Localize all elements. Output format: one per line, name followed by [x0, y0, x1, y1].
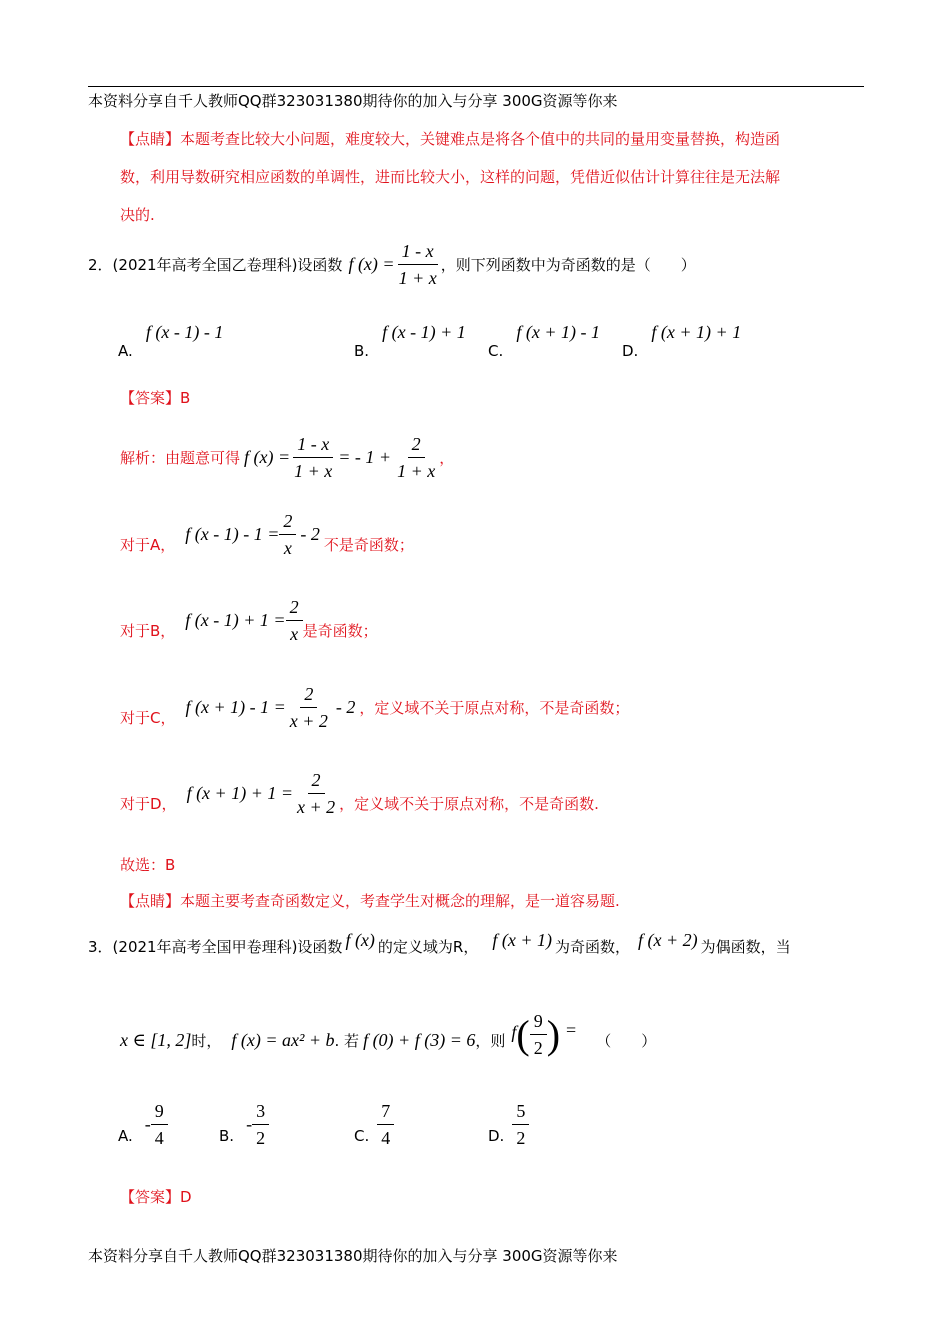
q3-answer-label: 【答案】: [120, 1188, 181, 1206]
q3-option-d-num: 5: [512, 1100, 529, 1125]
q3-text3: 为偶函数，当: [700, 937, 791, 956]
q3-option-c-num: 7: [377, 1100, 394, 1125]
q2-case-b-tail: 是奇函数；: [302, 621, 378, 640]
q2-case-c: [120, 679, 629, 735]
q2-answer-label: 【答案】: [120, 389, 181, 407]
q2-case-c-lhs: f (x + 1) - 1 =: [185, 696, 286, 717]
q3-option-c-frac: [377, 1100, 394, 1149]
q3-ask-num: 9: [530, 1010, 547, 1035]
q2-case-b-label: 对于B，: [120, 621, 176, 640]
q2-note-text: 本题主要考查奇函数定义，考查学生对概念的理解，是一道容易题.: [180, 892, 620, 910]
q3-ask-den: 2: [533, 1037, 543, 1058]
note1-line2: 数，利用导数研究相应函数的单调性，进而比较大小，这样的问题，凭借近似估计计算往往是无法解: [120, 168, 781, 186]
q3-option-b-den: 2: [256, 1127, 266, 1148]
q2-case-a-lhs: f (x - 1) - 1 =: [185, 523, 280, 544]
q3-option-a-num: 9: [151, 1100, 168, 1125]
q3-option-c[interactable]: [354, 1098, 394, 1150]
q2-option-c[interactable]: [488, 322, 600, 358]
q2-case-d-tail: ，定义域不关于原点对称，不是奇函数.: [339, 794, 599, 813]
q2-option-c-expr: f (x + 1) - 1: [516, 322, 600, 342]
q2-case-a-label: 对于A，: [120, 535, 176, 554]
q2-case-d: [120, 765, 599, 821]
q2-case-a-frac: [279, 510, 296, 559]
q3-eq: f (0) + f (3) = 6: [363, 1029, 476, 1050]
q3-ruo: . 若: [334, 1031, 360, 1050]
q3-ze: ，则: [475, 1031, 506, 1050]
note1-text1: 本题考查比较大小问题，难度较大，关键难点是将各个值中的共同的量用变量替换，构造函: [180, 130, 781, 148]
q2-analysis-frac1-den: 1 + x: [294, 460, 333, 481]
footer-text: 本资料分享自千人教师QQ群323031380期待你的加入与分享 300G资源等你来: [88, 1247, 618, 1265]
q3-ask-f: f: [511, 1021, 517, 1042]
q2-case-c-den: x + 2: [289, 710, 328, 731]
q3-ask-eq: =: [566, 1019, 577, 1040]
q3-option-a-letter: A.: [118, 1127, 133, 1145]
q3-domain: x ∈ [1, 2]: [120, 1029, 192, 1050]
q3-ask-lparen: (: [516, 1011, 530, 1057]
q2-fraction: [395, 240, 441, 289]
q2-number: 2．: [88, 255, 113, 274]
q2-choice: 故选：B: [120, 856, 176, 874]
q2-case-b: [120, 592, 378, 648]
q2-option-d-expr: f (x + 1) + 1: [651, 322, 742, 342]
q3-def: f (x) = ax² + b: [231, 1029, 335, 1050]
q3-number: 3．: [88, 937, 113, 956]
q2-option-b-expr: f (x - 1) + 1: [382, 322, 466, 342]
q3-condition: [120, 1010, 656, 1070]
q2-answer-value: B: [180, 389, 191, 407]
q2-analysis-frac1-num: 1 - x: [293, 433, 333, 458]
q2-case-c-tail: ，定义域不关于原点对称，不是奇函数；: [359, 698, 630, 717]
q3-ask-paren: （ ）: [596, 1031, 657, 1050]
note1-label: 【点睛】: [120, 130, 181, 148]
q2-case-b-den: x: [290, 623, 299, 644]
q3-f3: f (x + 2): [638, 929, 698, 950]
q3-option-d-den: 2: [516, 1127, 526, 1148]
q2-note-label: 【点睛】: [120, 892, 181, 910]
q3-option-a-den: 4: [154, 1127, 164, 1148]
q2-case-a-num: 2: [279, 510, 296, 535]
header-rule: [88, 86, 864, 87]
q2-option-c-letter: C.: [488, 342, 504, 360]
q2-case-b-lhs: f (x - 1) + 1 =: [185, 609, 286, 630]
q2-analysis-frac2: [393, 433, 439, 482]
q2-analysis-frac2-num: 2: [408, 433, 425, 458]
q2-case-d-frac: [293, 769, 339, 818]
q2-option-a[interactable]: [118, 322, 223, 358]
q3-option-a-sign: -: [144, 1113, 151, 1134]
q2-option-d-letter: D.: [622, 342, 639, 360]
q3-option-c-letter: C.: [354, 1127, 370, 1145]
q2-analysis-mid: = - 1 +: [338, 446, 392, 467]
q2-answer: [120, 387, 190, 408]
q2-case-d-lhs: f (x + 1) + 1 =: [186, 782, 293, 803]
q2-analysis-end: ，: [439, 448, 455, 467]
q2-option-a-letter: A.: [118, 342, 133, 360]
q3-text2: 为奇函数，: [554, 937, 630, 956]
q2-case-d-label: 对于D，: [120, 794, 177, 813]
q2-analysis-fx: f (x) =: [244, 446, 291, 467]
q2-analysis-frac2-den: 1 + x: [397, 460, 436, 481]
q2-case-a-den: x: [283, 537, 292, 558]
q3-answer: [120, 1186, 192, 1207]
q2-option-b-letter: B.: [354, 342, 370, 360]
q2-option-b[interactable]: [354, 322, 466, 358]
q2-stem: [88, 238, 696, 290]
q2-case-c-tail-math: - 2: [335, 696, 356, 717]
q2-case-d-num: 2: [308, 769, 325, 794]
q2-frac-den: 1 + x: [398, 267, 437, 288]
q2-case-a: [120, 506, 414, 562]
note1-line3: 决的.: [120, 206, 155, 224]
q2-case-c-num: 2: [300, 683, 317, 708]
q2-suffix: ，则下列函数中为奇函数的是（ ）: [440, 255, 696, 274]
q3-ask-frac: [530, 1010, 547, 1059]
q2-analysis-frac1: [290, 433, 336, 482]
q2-case-c-label: 对于C，: [120, 708, 176, 727]
q3-f1: f (x): [345, 929, 375, 950]
q3-option-b-sign: -: [246, 1113, 253, 1134]
q2-prefix: (2021年高考全国乙卷理科)设函数: [112, 255, 343, 274]
note1-line1: [120, 120, 780, 158]
q2-fx: f (x) =: [348, 253, 395, 274]
q3-prefix: (2021年高考全国甲卷理科)设函数: [112, 937, 343, 956]
q2-option-d[interactable]: [622, 322, 741, 358]
q2-case-c-frac: [286, 683, 332, 732]
q3-time: 时，: [191, 1031, 222, 1050]
q2-case-b-frac: [286, 596, 303, 645]
q3-stem: [88, 926, 791, 966]
q2-analysis: [120, 430, 454, 484]
q3-option-b-frac: [252, 1100, 269, 1149]
q2-option-a-expr: f (x - 1) - 1: [145, 322, 224, 342]
header-text: 本资料分享自千人教师QQ群323031380期待你的加入与分享 300G资源等你来: [88, 92, 618, 110]
q2-frac-num: 1 - x: [398, 240, 438, 265]
q3-option-c-den: 4: [381, 1127, 391, 1148]
q2-case-a-tail-math: - 2: [300, 523, 320, 544]
q3-option-a[interactable]: [118, 1098, 168, 1150]
q3-text1: 的定义域为R，: [377, 937, 479, 956]
q3-answer-value: D: [180, 1188, 192, 1206]
q2-case-d-den: x + 2: [296, 796, 336, 817]
q3-option-d[interactable]: [488, 1098, 529, 1150]
q3-option-b[interactable]: [219, 1098, 269, 1150]
q3-option-b-num: 3: [252, 1100, 269, 1125]
q3-ask-rparen: ): [546, 1011, 561, 1057]
q2-note: [120, 890, 620, 911]
q3-option-d-letter: D.: [488, 1127, 505, 1145]
q3-f2: f (x + 1): [492, 929, 552, 950]
q2-case-b-num: 2: [286, 596, 303, 621]
q2-case-a-tail: 不是奇函数；: [323, 535, 414, 554]
q2-analysis-prefix: 解析：由题意可得: [120, 448, 241, 467]
q3-option-a-frac: [151, 1100, 168, 1149]
q3-option-b-letter: B.: [219, 1127, 235, 1145]
q3-option-d-frac: [512, 1100, 529, 1149]
